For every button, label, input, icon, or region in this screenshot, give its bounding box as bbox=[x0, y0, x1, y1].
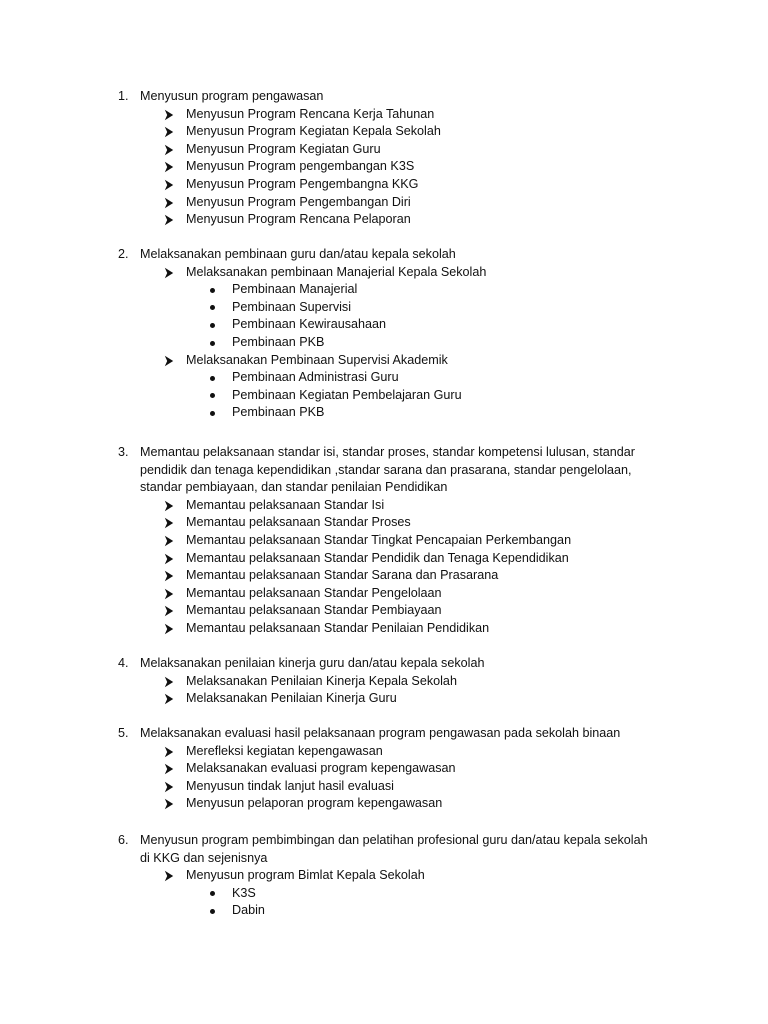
arrow-bullet-icon bbox=[164, 623, 174, 635]
list-item: Memantau pelaksanaan Standar Proses bbox=[186, 515, 411, 530]
list-item: Menyusun Program Kegiatan Guru bbox=[186, 141, 381, 156]
dot-bullet-icon bbox=[210, 341, 215, 346]
sub-list-item: Pembinaan PKB bbox=[232, 405, 325, 420]
arrow-bullet-icon bbox=[164, 605, 174, 617]
list-item: Menyusun pelaporan program kepengawasan bbox=[186, 796, 443, 811]
section-number: 2. bbox=[118, 247, 129, 261]
list-item: Memantau pelaksanaan Standar Pembiayaan bbox=[186, 603, 442, 618]
arrow-bullet-icon bbox=[164, 763, 174, 775]
dot-bullet-icon bbox=[210, 288, 215, 293]
arrow-bullet-icon bbox=[164, 870, 174, 882]
list-item: Melaksanakan Pembinaan Supervisi Akademik bbox=[186, 352, 448, 367]
arrow-bullet-icon bbox=[164, 693, 174, 705]
section-heading: Melaksanakan penilaian kinerja guru dan/atau kepala sekolah bbox=[140, 656, 485, 670]
list-item: Menyusun Program Rencana Pelaporan bbox=[186, 212, 411, 227]
section-heading: Menyusun program pembimbingan dan pelatihan profesional guru dan/atau kepala sekolah bbox=[140, 833, 648, 847]
list-item: Melaksanakan evaluasi program kepengawasan bbox=[186, 761, 456, 776]
sub-list-item: Pembinaan Kewirausahaan bbox=[232, 317, 387, 332]
dot-bullet-icon bbox=[210, 305, 215, 310]
list-item: Menyusun Program Pengembangna KKG bbox=[186, 177, 419, 191]
section-heading: standar pembiayaan, dan standar penilaian Pendidikan bbox=[140, 480, 448, 495]
sub-list-item: K3S bbox=[232, 885, 256, 900]
section-number: 3. bbox=[118, 445, 129, 459]
sub-list-item: Pembinaan Administrasi Guru bbox=[232, 370, 399, 385]
section-heading: Memantau pelaksanaan standar isi, standar proses, standar kompetensi lulusan, standar bbox=[140, 445, 635, 459]
dot-bullet-icon bbox=[210, 376, 215, 381]
arrow-bullet-icon bbox=[164, 179, 174, 191]
list-item: Menyusun Program Pengembangan Diri bbox=[186, 194, 411, 209]
list-item: Memantau pelaksanaan Standar Pengelolaan bbox=[186, 585, 442, 600]
arrow-bullet-icon bbox=[164, 267, 174, 279]
dot-bullet-icon bbox=[210, 393, 215, 398]
arrow-bullet-icon bbox=[164, 535, 174, 547]
dot-bullet-icon bbox=[210, 909, 215, 914]
list-item: Memantau pelaksanaan Standar Penilaian Pendidikan bbox=[186, 621, 490, 635]
section-heading: Melaksanakan evaluasi hasil pelaksanaan program pengawasan pada sekolah binaan bbox=[140, 726, 621, 740]
section-number: 1. bbox=[118, 89, 129, 103]
arrow-bullet-icon bbox=[164, 355, 174, 367]
section-number: 6. bbox=[118, 833, 129, 847]
list-item: Menyusun program Bimlat Kepala Sekolah bbox=[186, 868, 425, 883]
arrow-bullet-icon bbox=[164, 553, 174, 565]
section-number: 4. bbox=[118, 656, 129, 670]
dot-bullet-icon bbox=[210, 411, 215, 416]
sub-list-item: Dabin bbox=[232, 903, 265, 918]
arrow-bullet-icon bbox=[164, 197, 174, 209]
list-item: Menyusun Program Rencana Kerja Tahunan bbox=[186, 106, 435, 121]
section-heading: di KKG dan sejenisnya bbox=[140, 850, 268, 865]
section-number: 5. bbox=[118, 726, 129, 740]
dot-bullet-icon bbox=[210, 323, 215, 328]
arrow-bullet-icon bbox=[164, 781, 174, 793]
arrow-bullet-icon bbox=[164, 214, 174, 226]
arrow-bullet-icon bbox=[164, 500, 174, 512]
arrow-bullet-icon bbox=[164, 109, 174, 121]
sub-list-item: Pembinaan PKB bbox=[232, 335, 325, 349]
list-item: Memantau pelaksanaan Standar Tingkat Pencapaian Perkembangan bbox=[186, 533, 572, 547]
section-heading: pendidik dan tenaga kependidikan ,standar sarana dan prasarana, standar pengelolaan, bbox=[140, 462, 632, 477]
sub-list-item: Pembinaan Kegiatan Pembelajaran Guru bbox=[232, 387, 462, 402]
arrow-bullet-icon bbox=[164, 588, 174, 600]
section-heading: Melaksanakan pembinaan guru dan/atau kepala sekolah bbox=[140, 247, 456, 261]
arrow-bullet-icon bbox=[164, 161, 174, 173]
arrow-bullet-icon bbox=[164, 798, 174, 810]
arrow-bullet-icon bbox=[164, 517, 174, 529]
dot-bullet-icon bbox=[210, 891, 215, 896]
list-item: Memantau pelaksanaan Standar Sarana dan Prasarana bbox=[186, 568, 499, 583]
list-item: Menyusun tindak lanjut hasil evaluasi bbox=[186, 778, 394, 793]
arrow-bullet-icon bbox=[164, 570, 174, 582]
arrow-bullet-icon bbox=[164, 746, 174, 758]
list-item: Memantau pelaksanaan Standar Isi bbox=[186, 497, 385, 512]
list-item: Melaksanakan Penilaian Kinerja Kepala Sekolah bbox=[186, 673, 457, 688]
sub-list-item: Pembinaan Manajerial bbox=[232, 282, 358, 297]
sub-list-item: Pembinaan Supervisi bbox=[232, 299, 352, 314]
list-item: Menyusun Program pengembangan K3S bbox=[186, 159, 415, 174]
list-item: Menyusun Program Kegiatan Kepala Sekolah bbox=[186, 124, 441, 139]
arrow-bullet-icon bbox=[164, 144, 174, 156]
list-item: Melaksanakan Penilaian Kinerja Guru bbox=[186, 691, 397, 706]
list-item: Memantau pelaksanaan Standar Pendidik dan Tenaga Kependidikan bbox=[186, 550, 569, 565]
arrow-bullet-icon bbox=[164, 676, 174, 688]
list-item: Melaksanakan pembinaan Manajerial Kepala Sekolah bbox=[186, 264, 487, 279]
section-heading: Menyusun program pengawasan bbox=[140, 89, 324, 103]
arrow-bullet-icon bbox=[164, 126, 174, 138]
list-item: Merefleksi kegiatan kepengawasan bbox=[186, 743, 383, 758]
